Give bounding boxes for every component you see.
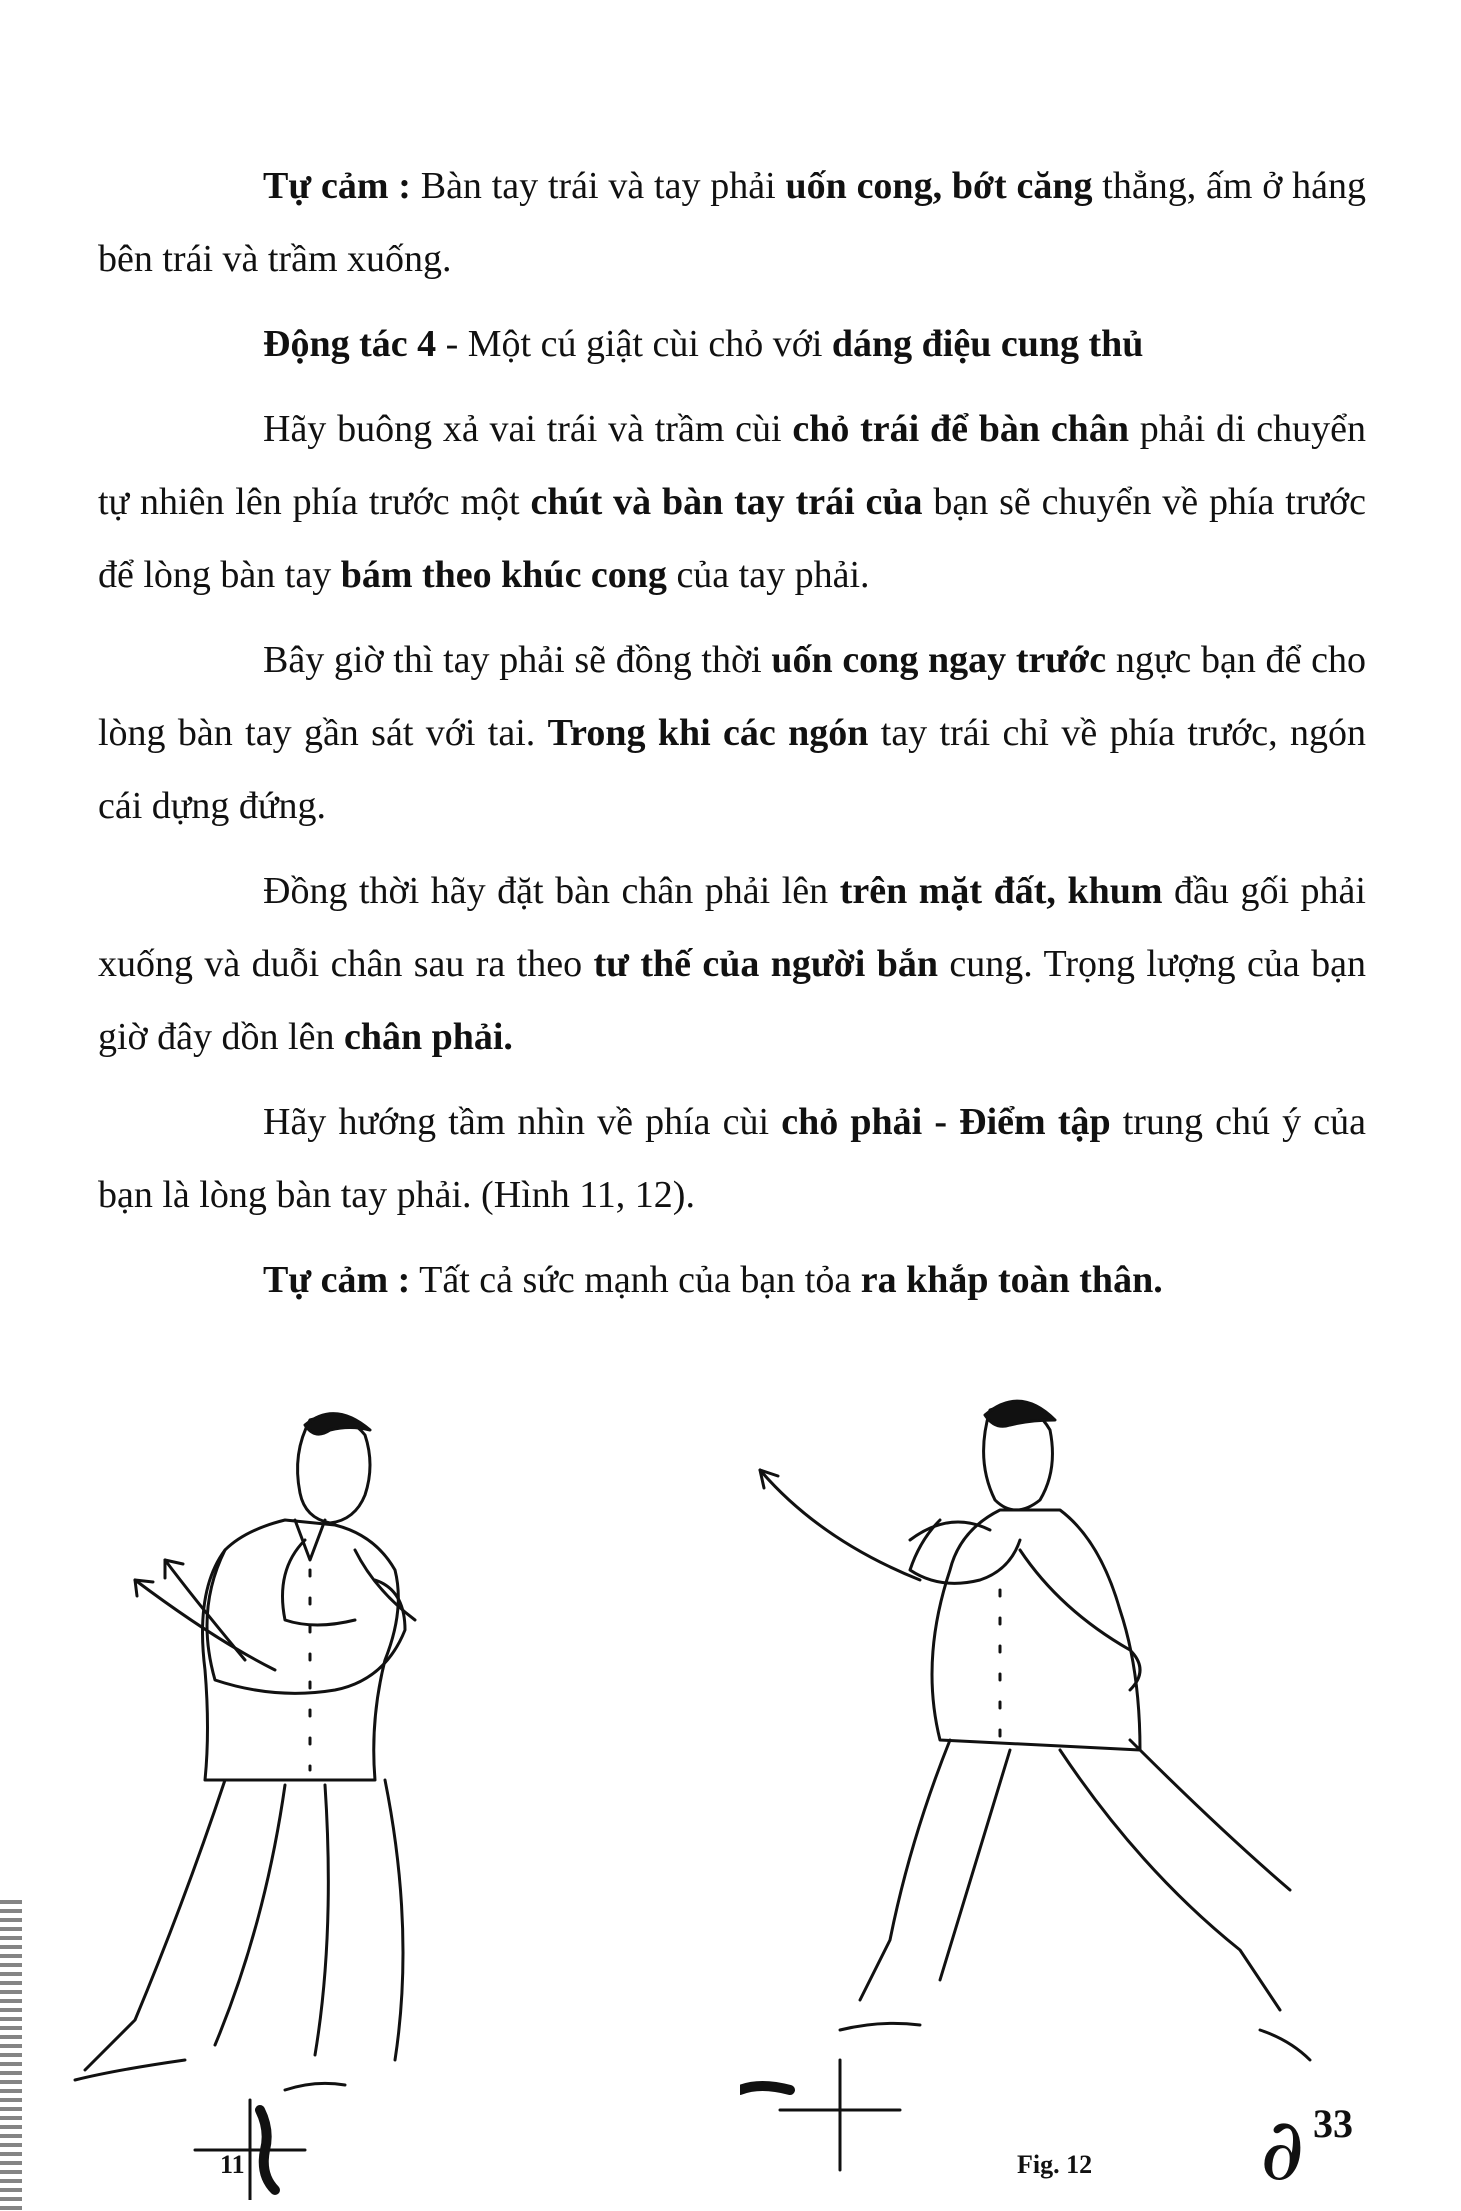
text-run: bạn sẽ chuyển về phía trước để lòng bàn tay xyxy=(98,481,1367,596)
bold-text: Tự cảm : xyxy=(263,165,411,207)
bold-text: dáng điệu cung thủ xyxy=(831,323,1144,365)
text-run: Bàn tay trái và tay phải xyxy=(410,165,786,207)
text-run: - Một cú giật cùi chỏ với xyxy=(436,323,832,365)
text-run: ngực bạn để cho lòng bàn tay gần sát với tai. xyxy=(98,639,1366,754)
paragraph xyxy=(98,1244,1366,1317)
text-run: cung. Trọng lượng của bạn giờ đây dồn lên xyxy=(98,943,1366,1058)
bold-text: chút và bàn tay trái của xyxy=(530,481,923,523)
paragraph xyxy=(98,855,1366,1074)
figure-12-illustration xyxy=(740,1390,1360,2190)
text-run: phải di chuyển tự nhiên lên phía trước một xyxy=(98,408,1367,523)
text-run: Đồng thời hãy đặt bàn chân phải lên xyxy=(263,870,840,912)
bold-text: chân phải. xyxy=(343,1016,513,1058)
text-run: Hãy hướng tầm nhìn về phía cùi xyxy=(263,1101,782,1143)
figure-11-caption: 11 xyxy=(220,2150,245,2179)
bold-text: trên mặt đất, khum xyxy=(839,870,1163,912)
page-number: 33 xyxy=(1313,2101,1353,2146)
text-run: thẳng, ấm ở háng bên trái và trầm xuống. xyxy=(98,165,1366,280)
handwritten-mark: ∂ xyxy=(1260,2100,1305,2200)
bold-text: uốn cong, bớt căng xyxy=(785,165,1093,207)
text-run: tay trái chỉ về phía trước, ngón cái dựng đứng. xyxy=(98,712,1366,827)
paragraph xyxy=(98,150,1366,296)
bold-text: Trong khi các ngón xyxy=(547,712,869,754)
text-run: đầu gối phải xuống và duỗi chân sau ra theo xyxy=(98,870,1366,985)
bold-text: Động tác 4 xyxy=(263,323,437,365)
bold-text: chỏ trái để bàn chân xyxy=(792,408,1129,450)
bold-text: bám theo khúc cong xyxy=(340,554,667,596)
text-run: của tay phải. xyxy=(666,554,870,596)
text-run: Tất cả sức mạnh của bạn tỏa xyxy=(410,1259,861,1301)
bold-text: tư thế của người bắn xyxy=(593,943,938,985)
bold-text: ra khắp toàn thân. xyxy=(860,1259,1163,1301)
figure-11-illustration xyxy=(55,1400,525,2200)
paragraph xyxy=(98,393,1366,612)
paragraph xyxy=(98,308,1366,381)
text-run: Bây giờ thì tay phải sẽ đồng thời xyxy=(263,639,772,681)
figure-12-caption: Fig. 12 xyxy=(1017,2150,1093,2179)
bold-text: chỏ phải - Điểm tập xyxy=(781,1101,1111,1143)
body-text xyxy=(98,150,1366,1329)
paragraph xyxy=(98,1086,1366,1232)
text-run: Hãy buông xả vai trái và trầm cùi xyxy=(263,408,793,450)
bold-text: Tự cảm : xyxy=(263,1259,411,1301)
paragraph xyxy=(98,624,1366,843)
bold-text: uốn cong ngay trước xyxy=(771,639,1107,681)
scan-edge-artifact xyxy=(0,1900,22,2211)
text-run: trung chú ý của bạn là lòng bàn tay phải. (Hình 11, 12). xyxy=(98,1101,1366,1216)
